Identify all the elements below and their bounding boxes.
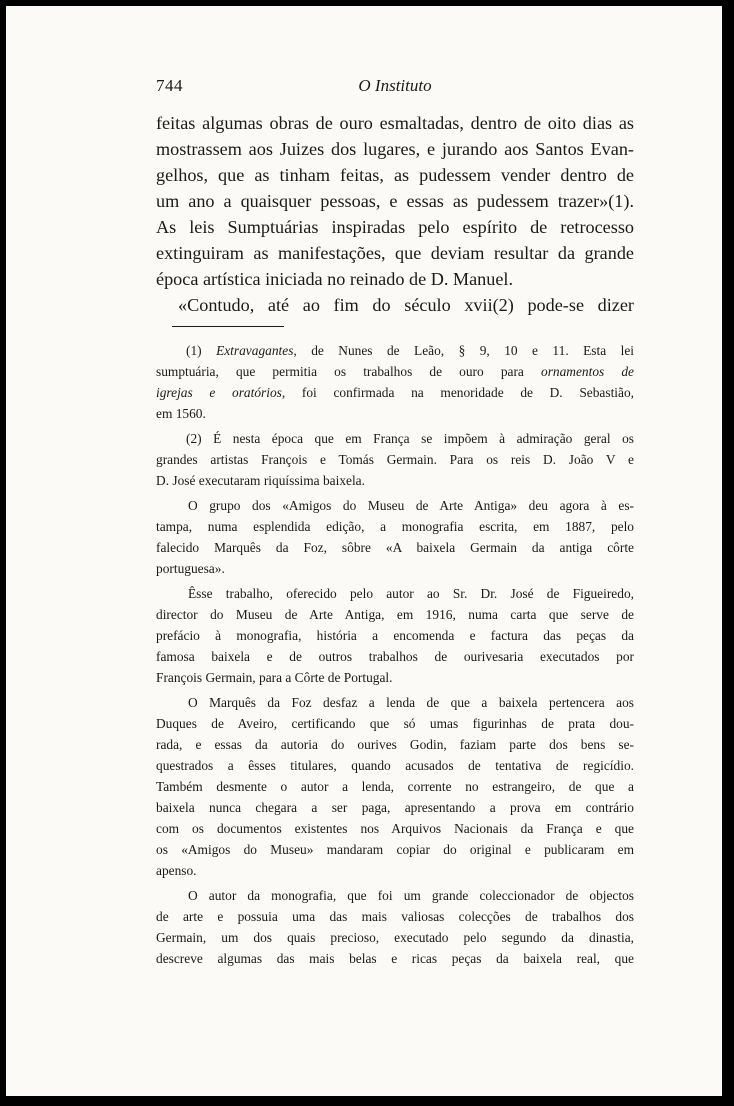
footnote-line: Também desmente o autor a lenda, corrente no estrangeiro, de que a (156, 779, 634, 794)
footnote-1 (156, 340, 634, 424)
note-text: de Nunes de Leão, § 9, 10 e 11. Esta lei (296, 343, 634, 358)
note-italic: igrejas e oratórios, (156, 385, 286, 400)
footnote-paragraph (156, 583, 634, 688)
footnote-separator (172, 326, 284, 327)
body-line: «Contudo, até ao fim do século xvii(2) pode-se dizer (178, 295, 634, 315)
footnote-line: em 1560. (156, 406, 206, 421)
footnote-line: com os documentos existentes nos Arquivos Nacionais da França e que (156, 821, 634, 836)
note-italic: ornamentos de (541, 364, 634, 379)
footnote-line: O grupo dos «Amigos do Museu de Arte Antiga» deu agora à es- (188, 498, 634, 513)
note-title: Extravagantes, (216, 343, 297, 358)
footnote-line: François Germain, para a Côrte de Portugal. (156, 670, 393, 685)
footnote-line: descreve algumas das mais belas e ricas peças da baixela real, que (156, 951, 634, 966)
footnote-line: de arte e possuia uma das mais valiosas colecções de trabalhos dos (156, 909, 634, 924)
footnote-line: portuguesa». (156, 561, 225, 576)
body-line: extinguiram as manifestações, que deviam resultar da grande (156, 243, 634, 263)
footnote-line: famosa baixela e de outros trabalhos de ourivesaria executados por (156, 649, 634, 664)
running-title: O Instituto (358, 76, 432, 95)
footnote-paragraph (156, 495, 634, 579)
footnote-line: grandes artistas François e Tomás Germain. Para os reis D. João V e (156, 452, 634, 467)
footnote-line: Germain, um dos quais precioso, executado pelo segundo da dinastia, (156, 930, 634, 945)
footnote-line: baixela nunca chegara a ser paga, apresentando a prova em contrário (156, 800, 634, 815)
main-text (156, 110, 634, 318)
body-line: gelhos, que as tinham feitas, as pudessem vender dentro de (156, 165, 634, 185)
footnote-2 (156, 428, 634, 491)
page-header (156, 76, 634, 100)
body-line: época artística iniciada no reinado de D. Manuel. (156, 269, 514, 289)
footnote-line (156, 361, 634, 382)
footnote-line: D. José executaram riquíssima baixela. (156, 473, 365, 488)
footnote-line (156, 340, 634, 361)
page-number: 744 (156, 76, 183, 95)
binding-mark (0, 713, 4, 727)
footnote-line: apenso. (156, 863, 197, 878)
footnote-line: os «Amigos do Museu» mandaram copiar do original e publicaram em (156, 842, 634, 857)
footnote-line (156, 382, 634, 403)
footnote-line: questrados a êsses titulares, quando acusados de tentativa de regicídio. (156, 758, 634, 773)
footnote-line: Duques de Aveiro, certificando que só umas figurinhas de prata dou- (156, 716, 634, 731)
footnote-line: O Marquês da Foz desfaz a lenda de que a baixela pertencera aos (188, 695, 634, 710)
footnote-paragraph (156, 885, 634, 969)
note-text: sumptuária, que permitia os trabalhos de ouro para (156, 364, 541, 379)
footnote-line: prefácio à monografia, história a encomenda e factura das peças da (156, 628, 634, 643)
note-text: foi confirmada na menoridade de D. Sebastião, (285, 385, 635, 400)
book-page (6, 6, 722, 1096)
footnote-line: Êsse trabalho, oferecido pelo autor ao Sr. Dr. José de Figueiredo, (188, 586, 634, 601)
footnote-line: (2) É nesta época que em França se impõem à admiração geral os (186, 431, 634, 446)
body-line: um ano a quaisquer pessoas, e essas as pudessem trazer»(1). (156, 191, 634, 211)
body-line: As leis Sumptuárias inspiradas pelo espírito de retrocesso (156, 217, 634, 237)
footnote-line: director do Museu de Arte Antiga, em 1916, numa carta que serve de (156, 607, 634, 622)
footnote-paragraph (156, 692, 634, 881)
body-line: mostrassem aos Juizes dos lugares, e jurando aos Santos Evan- (156, 139, 634, 159)
body-line: feitas algumas obras de ouro esmaltadas, dentro de oito dias as (156, 113, 634, 133)
footnote-line: O autor da monografia, que foi um grande coleccionador de objectos (188, 888, 634, 903)
footnote-line: falecido Marquês da Foz, sôbre «A baixela Germain da antiga côrte (156, 540, 634, 555)
footnote-line: rada, e essas da autoria do ourives Godin, faziam parte dos bens se- (156, 737, 634, 752)
footnote-line: tampa, numa esplendida edição, a monografia escrita, em 1887, pelo (156, 519, 634, 534)
footnotes (156, 340, 634, 969)
note-marker: (1) (186, 343, 217, 358)
